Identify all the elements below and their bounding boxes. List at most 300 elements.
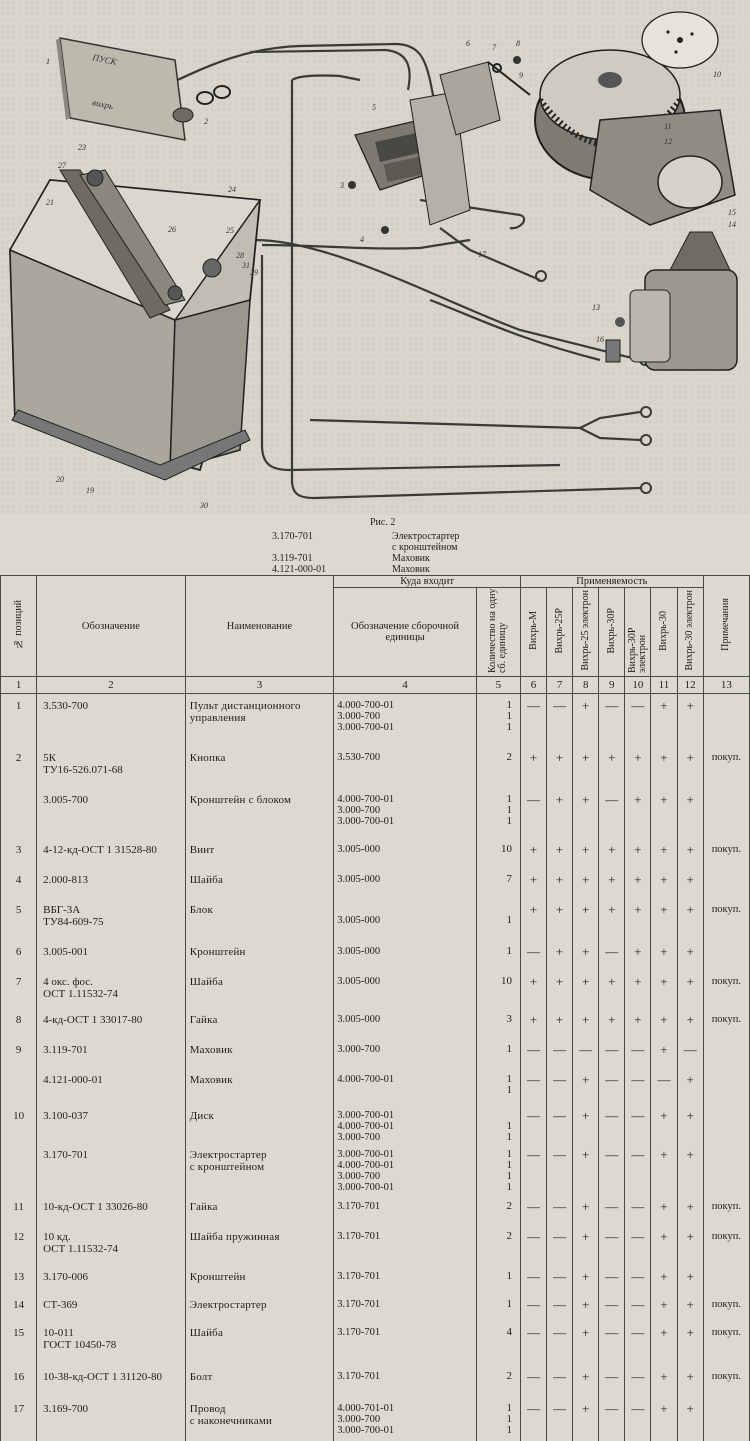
notes-cell: покуп. <box>703 1195 749 1225</box>
designation-cell <box>37 1068 186 1104</box>
applicability-mark: — <box>599 940 625 970</box>
applicability-mark: — <box>520 788 546 838</box>
cell-line: ОСТ 1.11532-74 <box>43 987 119 1000</box>
applicability-mark: + <box>547 746 573 788</box>
cell-line: 1 <box>506 1119 512 1132</box>
cell-line: 5К <box>43 751 56 764</box>
applicability-mark: + <box>520 746 546 788</box>
applicability-mark: + <box>520 868 546 898</box>
callout-12: 12 <box>664 137 672 146</box>
callout-30: 30 <box>200 501 208 510</box>
applicability-mark: — <box>547 1038 573 1068</box>
applicability-mark: — <box>520 1397 546 1441</box>
applicability-mark: + <box>677 1225 703 1265</box>
name-cell <box>185 1038 334 1068</box>
name-cell <box>185 1008 334 1038</box>
cell-line: ВБГ-3А <box>43 903 81 916</box>
table-row <box>1 940 750 970</box>
applicability-mark: + <box>677 940 703 970</box>
cell-line: СТ-369 <box>43 1298 78 1311</box>
column-number: 11 <box>651 677 677 694</box>
designation-cell <box>37 868 186 898</box>
parts-table-container <box>0 575 750 1441</box>
cell-line: ТУ84-609-75 <box>43 915 104 928</box>
caption-lines <box>272 531 459 575</box>
cell-line: Диск <box>189 1109 215 1122</box>
assembly-cell <box>334 1225 477 1265</box>
applicability-mark: — <box>573 1038 599 1068</box>
name-cell <box>185 838 334 868</box>
applicability-mark: + <box>651 1365 677 1397</box>
applicability-mark: — <box>547 1195 573 1225</box>
table-row <box>1 838 750 868</box>
cell-line: 3.170-701 <box>337 1370 381 1382</box>
table-row <box>1 1321 750 1365</box>
cell-line: 1 <box>506 913 512 926</box>
cell-line: Кронштейн <box>189 1270 246 1283</box>
cell-line: 3.000-700-01 <box>337 1424 395 1436</box>
applicability-mark: + <box>677 838 703 868</box>
cell-line: 1 <box>506 792 512 805</box>
notes-cell <box>703 1068 749 1104</box>
header-assembly-designation: Обозначение сборочной единицы <box>334 588 477 677</box>
cell-line: 3.100-037 <box>43 1109 89 1122</box>
applicability-mark: + <box>547 1008 573 1038</box>
applicability-mark: + <box>547 868 573 898</box>
callout-26: 26 <box>168 225 176 234</box>
position-cell: 1 <box>1 694 37 746</box>
header-where-used: Куда входит <box>334 576 521 588</box>
applicability-mark: — <box>651 1068 677 1104</box>
name-cell <box>185 1068 334 1104</box>
cell-line: Шайба <box>189 873 224 886</box>
table-header <box>1 576 750 694</box>
applicability-mark: + <box>573 1143 599 1195</box>
cell-line: 3.000-700-01 <box>337 722 395 733</box>
applicability-mark: — <box>547 1143 573 1195</box>
header-model-6: Вихрь-30 <box>651 588 677 677</box>
cell-line: Электростартер <box>189 1148 267 1161</box>
applicability-mark: + <box>651 868 677 898</box>
quantity-cell <box>476 1365 520 1397</box>
callout-28: 28 <box>236 251 244 260</box>
cell-line: 1 <box>506 710 512 722</box>
cell-line: 3.119-701 <box>43 1043 88 1056</box>
applicability-mark: + <box>625 898 651 940</box>
cell-line: ГОСТ 10450-78 <box>43 1338 117 1351</box>
cell-line: 1 <box>506 1072 512 1085</box>
position-cell <box>1 1068 37 1104</box>
cell-line: 3.530-700 <box>337 751 381 763</box>
applicability-mark: + <box>677 1293 703 1321</box>
cell-line: 1 <box>506 1042 512 1055</box>
position-cell: 9 <box>1 1038 37 1068</box>
applicability-mark: + <box>677 1321 703 1365</box>
caption-item-name: с кронштейном <box>392 542 458 553</box>
cell-line: 3.005-000 <box>337 843 381 855</box>
applicability-mark: + <box>677 868 703 898</box>
applicability-mark: + <box>651 746 677 788</box>
applicability-mark: — <box>599 1104 625 1143</box>
cell-line: 1 <box>506 721 512 733</box>
applicability-mark: — <box>625 1321 651 1365</box>
applicability-mark: + <box>651 1321 677 1365</box>
applicability-mark: + <box>651 1265 677 1293</box>
applicability-mark: + <box>677 788 703 838</box>
applicability-mark: — <box>520 1068 546 1104</box>
callout-15: 15 <box>728 208 736 217</box>
cell-line: 7 <box>506 872 512 885</box>
applicability-mark: + <box>677 1143 703 1195</box>
applicability-mark: + <box>573 1008 599 1038</box>
designation-cell <box>37 1104 186 1143</box>
designation-cell <box>37 1365 186 1397</box>
applicability-mark: — <box>599 1225 625 1265</box>
quantity-cell <box>476 1104 520 1143</box>
cell-line: Провод <box>189 1402 226 1415</box>
applicability-mark: + <box>677 1104 703 1143</box>
applicability-mark: — <box>520 694 546 746</box>
position-cell: 10 <box>1 1104 37 1143</box>
callout-14: 14 <box>728 220 736 229</box>
callout-10: 10 <box>713 70 721 79</box>
caption-line <box>272 542 459 553</box>
assembly-cell <box>334 1008 477 1038</box>
assembly-cell <box>334 694 477 746</box>
applicability-mark: + <box>573 746 599 788</box>
applicability-mark: + <box>599 898 625 940</box>
applicability-mark: + <box>573 1225 599 1265</box>
caption-item-name: Электростартер <box>392 531 460 542</box>
applicability-mark: — <box>520 1365 546 1397</box>
notes-cell: покуп. <box>703 746 749 788</box>
callout-3: 3 <box>340 181 344 190</box>
notes-cell: покуп. <box>703 1365 749 1397</box>
table-row <box>1 1195 750 1225</box>
applicability-mark: + <box>573 788 599 838</box>
notes-cell: покуп. <box>703 1321 749 1365</box>
position-cell: 5 <box>1 898 37 940</box>
name-cell <box>185 1195 334 1225</box>
applicability-mark: — <box>520 1143 546 1195</box>
table-row <box>1 1293 750 1321</box>
callout-7: 7 <box>492 43 496 52</box>
name-cell <box>185 1225 334 1265</box>
applicability-mark: — <box>520 940 546 970</box>
callout-24: 24 <box>228 185 236 194</box>
applicability-mark: + <box>651 1038 677 1068</box>
figure-caption <box>0 515 750 575</box>
applicability-mark: + <box>520 970 546 1008</box>
notes-cell: покуп. <box>703 1225 749 1265</box>
header-model-1: Вихрь-М <box>520 588 546 677</box>
table-row <box>1 1365 750 1397</box>
figure-number: Рис. 2 <box>370 517 396 528</box>
cell-line: 3.000-700 <box>337 1170 381 1182</box>
callout-6: 6 <box>466 39 470 48</box>
assembly-cell <box>334 940 477 970</box>
cell-line <box>477 1110 512 1121</box>
cell-line: 4.000-700-01 <box>337 1159 395 1171</box>
applicability-mark: + <box>599 838 625 868</box>
cell-line: Шайба <box>189 1326 224 1339</box>
cell-line: Кнопка <box>189 751 226 764</box>
applicability-mark: + <box>677 1265 703 1293</box>
cell-line: 3.000-700 <box>337 711 381 722</box>
designation-cell <box>37 898 186 940</box>
cell-line: Болт <box>189 1370 213 1383</box>
assembly-cell <box>334 1293 477 1321</box>
applicability-mark: + <box>573 1068 599 1104</box>
applicability-mark: — <box>599 1265 625 1293</box>
caption-code: 3.119-701 <box>272 553 313 564</box>
applicability-mark: — <box>520 1293 546 1321</box>
cell-line: 3.000-700-01 <box>337 1181 395 1193</box>
cell-line: 2 <box>506 1199 512 1212</box>
position-cell: 8 <box>1 1008 37 1038</box>
parts-table <box>0 575 750 1441</box>
applicability-mark: + <box>520 898 546 940</box>
position-cell: 3 <box>1 838 37 868</box>
applicability-mark: — <box>520 1265 546 1293</box>
header-quantity: Количество на одну сб. единицу <box>476 588 520 677</box>
cell-line: ОСТ 1.11532-74 <box>43 1242 119 1255</box>
applicability-mark: — <box>520 1038 546 1068</box>
applicability-mark: + <box>651 1195 677 1225</box>
applicability-mark: — <box>625 1365 651 1397</box>
cell-line: 1 <box>506 1147 512 1160</box>
cell-line: 1 <box>506 803 512 816</box>
cell-line: 3.005-000 <box>337 914 381 926</box>
header-designation: Обозначение <box>37 576 186 677</box>
plate-logo: вихрь <box>91 97 115 112</box>
applicability-mark: + <box>547 788 573 838</box>
applicability-mark: + <box>677 970 703 1008</box>
designation-cell <box>37 788 186 838</box>
assembly-cell <box>334 1068 477 1104</box>
position-cell: 4 <box>1 868 37 898</box>
caption-code: 4.121-000-01 <box>272 564 327 575</box>
quantity-cell <box>476 1321 520 1365</box>
applicability-mark: — <box>625 1293 651 1321</box>
callout-21: 21 <box>46 198 54 207</box>
applicability-mark: — <box>520 1225 546 1265</box>
starter-disc <box>642 12 718 68</box>
applicability-mark: + <box>677 746 703 788</box>
applicability-mark: + <box>625 838 651 868</box>
cell-line: 4.000-700-01 <box>337 793 395 805</box>
cell-line: 4 окс. фос. <box>43 975 93 988</box>
applicability-mark: + <box>651 1104 677 1143</box>
cell-line: 1 <box>506 699 512 711</box>
designation-cell <box>37 1038 186 1068</box>
exploded-view-drawing <box>0 0 750 515</box>
callout-4: 4 <box>360 235 364 244</box>
notes-cell <box>703 788 749 838</box>
cell-line: 3.530-700 <box>43 700 89 712</box>
callout-17: 17 <box>478 250 486 259</box>
callout-27: 27 <box>58 161 66 170</box>
name-cell <box>185 1365 334 1397</box>
column-number: 13 <box>703 677 749 694</box>
assembly-cell <box>334 1321 477 1365</box>
cell-line <box>477 904 512 915</box>
cell-line: 4-кд-ОСТ 1 33017-80 <box>43 1013 143 1026</box>
table-row <box>1 1068 750 1104</box>
cell-line: 3.170-701 <box>337 1326 381 1338</box>
cell-line: 4.121-000-01 <box>43 1073 103 1086</box>
cell-line: Маховик <box>189 1043 233 1056</box>
assembly-cell <box>334 838 477 868</box>
assembly-cell <box>334 1038 477 1068</box>
column-number: 4 <box>334 677 477 694</box>
header-model-4: Вихрь-30Р <box>599 588 625 677</box>
applicability-mark: — <box>547 1293 573 1321</box>
assembly-cell <box>334 868 477 898</box>
applicability-mark: — <box>599 1068 625 1104</box>
quantity-cell <box>476 694 520 746</box>
designation-cell <box>37 1008 186 1038</box>
caption-item-name: Маховик <box>392 553 430 564</box>
applicability-mark: + <box>573 1104 599 1143</box>
cell-line: 10-011 <box>43 1326 74 1339</box>
name-cell <box>185 788 334 838</box>
cell-line: Пульт дистанционного <box>189 700 301 712</box>
table-row <box>1 1265 750 1293</box>
column-number: 8 <box>573 677 599 694</box>
cell-line: 3.000-700-01 <box>337 815 395 827</box>
callout-16: 16 <box>596 335 604 344</box>
applicability-mark: — <box>547 1321 573 1365</box>
table-row <box>1 694 750 746</box>
table-row <box>1 898 750 940</box>
caption-line <box>272 553 459 564</box>
cell-line: 3.170-006 <box>43 1270 89 1283</box>
applicability-mark: + <box>599 746 625 788</box>
designation-cell <box>37 838 186 868</box>
cell-line: 3 <box>506 1012 512 1025</box>
cell-line: Винт <box>189 843 215 856</box>
quantity-cell <box>476 838 520 868</box>
quantity-cell <box>476 1038 520 1068</box>
applicability-mark: — <box>599 1293 625 1321</box>
applicability-mark: + <box>651 694 677 746</box>
applicability-mark: — <box>599 1195 625 1225</box>
name-cell <box>185 868 334 898</box>
cell-line: 3.005-001 <box>43 945 89 958</box>
cell-line: 10 <box>500 974 512 987</box>
applicability-mark: + <box>599 868 625 898</box>
name-cell <box>185 746 334 788</box>
applicability-mark: + <box>651 788 677 838</box>
table-row <box>1 746 750 788</box>
cell-line: 1 <box>506 1401 512 1414</box>
header-model-2: Вихрь-25Р <box>547 588 573 677</box>
applicability-mark: — <box>625 1195 651 1225</box>
callout-20: 20 <box>56 475 64 484</box>
cell-line: 2 <box>506 1229 512 1242</box>
caption-code: 3.170-701 <box>272 531 313 542</box>
caption-line <box>272 564 459 575</box>
cell-line: Гайка <box>189 1013 218 1026</box>
applicability-mark: + <box>573 970 599 1008</box>
cell-line: 2 <box>506 750 512 763</box>
name-cell <box>185 1397 334 1441</box>
applicability-mark: + <box>573 838 599 868</box>
cell-line: 3.169-700 <box>43 1402 89 1415</box>
cell-line: 1 <box>506 1423 512 1436</box>
applicability-mark: + <box>651 1293 677 1321</box>
cell-line <box>337 904 476 915</box>
cell-line: 3.170-701 <box>337 1200 381 1212</box>
caption-line <box>272 531 459 542</box>
applicability-mark: + <box>573 1321 599 1365</box>
cell-line: 3.005-000 <box>337 945 381 957</box>
cell-line: 4.000-701-01 <box>337 1402 395 1414</box>
applicability-mark: + <box>573 1397 599 1441</box>
notes-cell: покуп. <box>703 1293 749 1321</box>
applicability-mark: + <box>573 1265 599 1293</box>
applicability-mark: + <box>573 1293 599 1321</box>
cell-line: Гайка <box>189 1200 218 1213</box>
cell-line: 4.000-700-01 <box>337 700 395 711</box>
callout-1: 1 <box>46 57 50 66</box>
column-number: 10 <box>625 677 651 694</box>
battery <box>10 170 260 480</box>
applicability-mark: + <box>677 694 703 746</box>
position-cell: 11 <box>1 1195 37 1225</box>
cell-line: 1 <box>506 1083 512 1096</box>
applicability-mark: — <box>599 788 625 838</box>
cell-line: 4-12-кд-ОСТ 1 31528-80 <box>43 843 157 856</box>
cell-line: 3.000-700-01 <box>337 1148 395 1160</box>
cell-line: 3.170-701 <box>337 1298 381 1310</box>
designation-cell <box>37 1143 186 1195</box>
header-position: № позиций <box>1 576 37 677</box>
quantity-cell <box>476 1008 520 1038</box>
quantity-cell <box>476 970 520 1008</box>
cell-line: 10 <box>500 842 512 855</box>
applicability-mark: — <box>599 1397 625 1441</box>
cell-line: Кронштейн <box>189 945 246 958</box>
applicability-mark: + <box>651 1143 677 1195</box>
applicability-mark: — <box>599 1321 625 1365</box>
position-cell: 12 <box>1 1225 37 1265</box>
applicability-mark: — <box>547 1225 573 1265</box>
notes-cell <box>703 1143 749 1195</box>
header-model-5: Вихрь-30Р электрон <box>625 588 651 677</box>
applicability-mark: — <box>520 1104 546 1143</box>
table-row <box>1 868 750 898</box>
column-number: 12 <box>677 677 703 694</box>
applicability-mark: + <box>651 1225 677 1265</box>
column-number: 1 <box>1 677 37 694</box>
name-cell <box>185 1293 334 1321</box>
cell-line: 1 <box>506 1180 512 1193</box>
applicability-mark: — <box>625 694 651 746</box>
applicability-mark: + <box>651 838 677 868</box>
cell-line: 3.170-701 <box>43 1148 89 1161</box>
table-row <box>1 788 750 838</box>
cell-line: 1 <box>506 1169 512 1182</box>
cell-line: 3.005-000 <box>337 1013 381 1025</box>
position-cell: 17 <box>1 1397 37 1441</box>
applicability-mark: — <box>547 1104 573 1143</box>
assembly-cell <box>334 970 477 1008</box>
cell-line: 3.005-000 <box>337 975 381 987</box>
callout-19: 19 <box>86 486 94 495</box>
applicability-mark: — <box>599 694 625 746</box>
